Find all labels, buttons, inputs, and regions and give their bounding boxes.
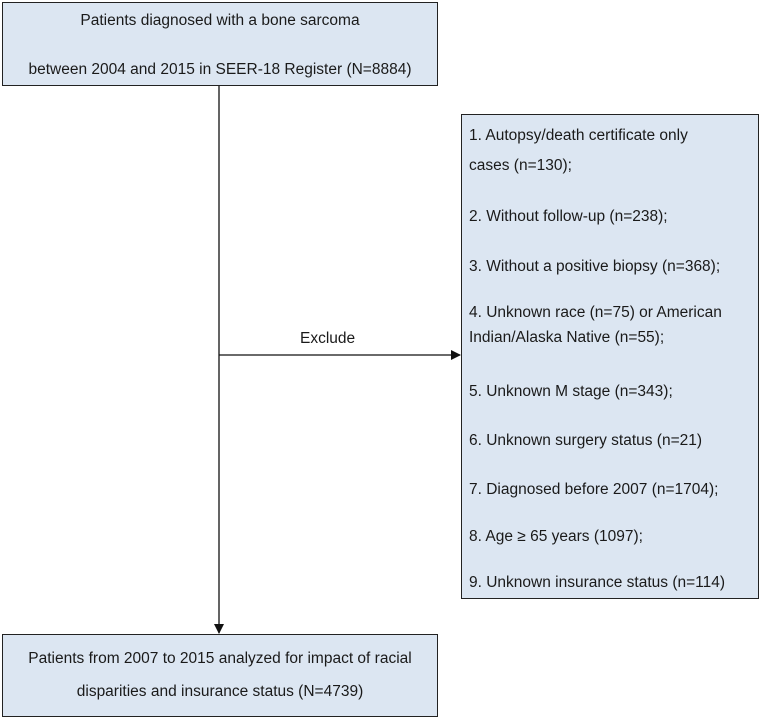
final-cohort-line-2: disparities and insurance status (N=4739) (76, 683, 364, 700)
exclusion-item-4 (469, 304, 752, 347)
exclusion-item-2 (469, 208, 752, 227)
exclusion-item-1-line-2: cases (n=130); (469, 156, 572, 174)
source-population-box (2, 2, 438, 86)
exclusion-item-2-line-1: 2. Without follow-up (n=238); (469, 208, 668, 225)
exclusion-item-5-line-1: 5. Unknown M stage (n=343); (469, 383, 673, 400)
exclude-label: Exclude (300, 330, 356, 347)
exclusion-item-5 (469, 383, 752, 402)
exclusion-item-7-line-1: 7. Diagnosed before 2007 (n=1704); (469, 481, 719, 498)
exclusion-item-3-line-1: 3. Without a positive biopsy (n=368); (469, 258, 721, 275)
exclusion-item-6-line-1: 6. Unknown surgery status (n=21) (469, 432, 703, 449)
final-cohort-box (2, 634, 438, 717)
exclusion-item-8 (469, 528, 752, 547)
final-cohort-line-1: Patients from 2007 to 2015 analyzed for impact of racial (28, 650, 412, 667)
exclusion-item-1 (469, 127, 752, 175)
exclusion-item-4-line-2: Indian/Alaska Native (n=55); (469, 328, 665, 346)
exclusion-item-3 (469, 258, 752, 277)
exclusion-criteria-box (461, 114, 759, 599)
exclusion-item-6 (469, 432, 752, 451)
exclusion-item-9 (469, 574, 752, 593)
exclusion-item-9-line-1: 9. Unknown insurance status (n=114) (469, 574, 726, 591)
source-population-line-2: between 2004 and 2015 in SEER-18 Register (N=8884) (28, 61, 412, 78)
exclusion-item-4-line-1: 4. Unknown race (n=75) or American (469, 304, 722, 321)
exclusion-item-1-line-1: 1. Autopsy/death certificate only (469, 127, 688, 144)
exclusion-item-8-line-1: 8. Age ≥ 65 years (1097); (469, 528, 643, 545)
exclusion-item-7 (469, 481, 752, 500)
source-population-line-1: Patients diagnosed with a bone sarcoma (80, 12, 360, 29)
